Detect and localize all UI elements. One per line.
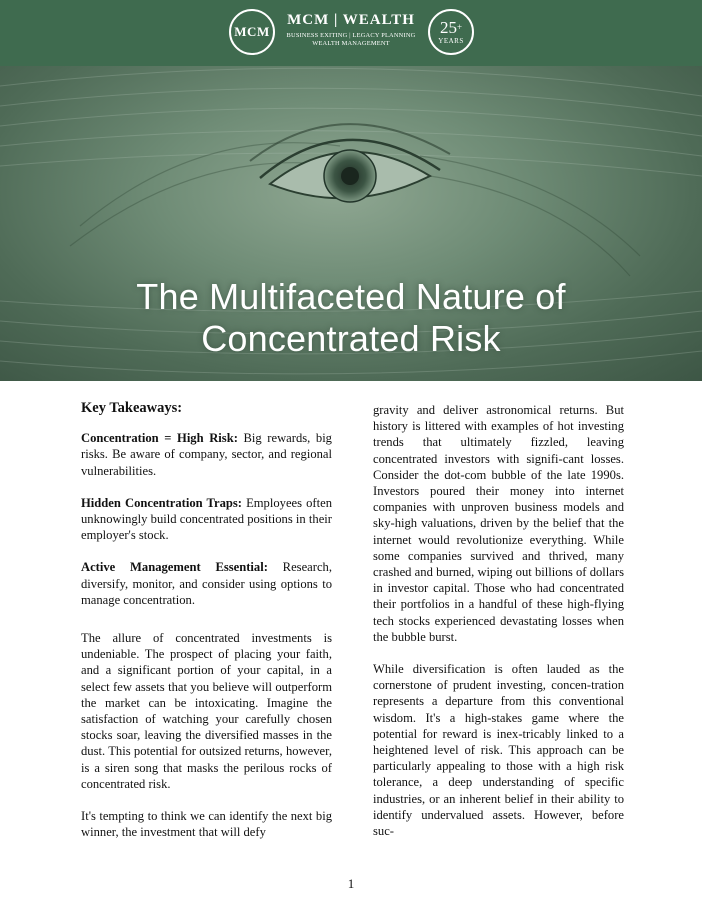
takeaway-text: Big rewards, big risks. Be aware of company, sector, and regional vulnerabilities. bbox=[81, 431, 332, 478]
body-paragraph: It's tempting to think we can identify the next big winner, the investment that will defy bbox=[81, 809, 332, 840]
takeaway-label: Concentration = High Risk: bbox=[81, 431, 238, 446]
brand-name: MCM | WEALTH bbox=[287, 12, 415, 28]
right-column bbox=[373, 402, 624, 855]
body-paragraph: While diversification is often lauded as the cornerstone of prudent investing, concen-tration represents a departure from this conventional wisdom. It's a high-stakes game where the potential for reward is inex-tricably linked to a heightened level of risk. This approach can be particularly appealing to those with a high risk tolerance, a deep understanding of specific industries, or an inherent belief in their ability to identify undervalued assets. However, before suc- bbox=[373, 662, 624, 839]
mcm-logo-text: MCM bbox=[234, 24, 270, 39]
anniversary-badge bbox=[428, 9, 474, 55]
takeaway-text: Employees often unknowingly build concentrated positions in their employer's stock. bbox=[81, 495, 332, 543]
hero-banner bbox=[0, 66, 702, 381]
takeaway-label: Active Management Essential: bbox=[81, 560, 268, 575]
takeaway-text: Research, diversify, monitor, and consider using options to manage concentration. bbox=[81, 560, 332, 607]
mcm-logo bbox=[229, 9, 275, 55]
key-takeaways-heading: Key Takeaways: bbox=[81, 400, 183, 416]
years-plus: + bbox=[456, 22, 463, 32]
left-column bbox=[81, 396, 332, 856]
takeaway-label: Hidden Concentration Traps: bbox=[81, 495, 242, 510]
header-band bbox=[0, 0, 702, 66]
brand-block bbox=[282, 12, 420, 48]
takeaway-item bbox=[81, 559, 332, 608]
body-paragraph: The allure of concentrated investments is undeniable. The prospect of placing your faith, and a significant portion of your capital, in a select few assets that you believe will outperform the market can be intoxicating. Imagine the satisfaction of watching your carefully chosen stocks soar, leaving the diversified masses in the dust. This potential for outsized returns, however, is a siren song that masks the perilous rocks of concentrated risk. bbox=[81, 631, 332, 791]
title-line-2: Concentrated Risk bbox=[201, 318, 501, 359]
page-title bbox=[0, 276, 702, 360]
title-line-1: The Multifaceted Nature of bbox=[136, 276, 566, 317]
brand-tagline-1: BUSINESS EXITING | LEGACY PLANNING bbox=[286, 32, 416, 39]
anniversary-years-number bbox=[430, 19, 472, 36]
body-paragraph: gravity and deliver astronomical returns. But history is littered with examples of hot investing trends that ultimately fizzled, leaving concentrated investors with signifi-cant losses. Consider the dot-com bubble of the late 1990s. Investors poured their money into internet companies with unproven business models and sky-high valuations, driven by the belief that the internet would revolutionize everything. While some companies survived and thrived, many crashed and burned, wiping out billions of dollars in investor capital. Those who had concentrated their portfolios in a handful of these high-flying tech stocks experienced devastating losses when the bubble burst. bbox=[373, 403, 624, 644]
takeaway-item bbox=[81, 430, 332, 479]
takeaway-item bbox=[81, 495, 332, 544]
years-number: 25 bbox=[439, 18, 457, 37]
brand-tagline-2: WEALTH MANAGEMENT bbox=[312, 40, 390, 47]
page-number: 1 bbox=[347, 876, 355, 891]
anniversary-years-label: YEARS bbox=[438, 37, 464, 45]
